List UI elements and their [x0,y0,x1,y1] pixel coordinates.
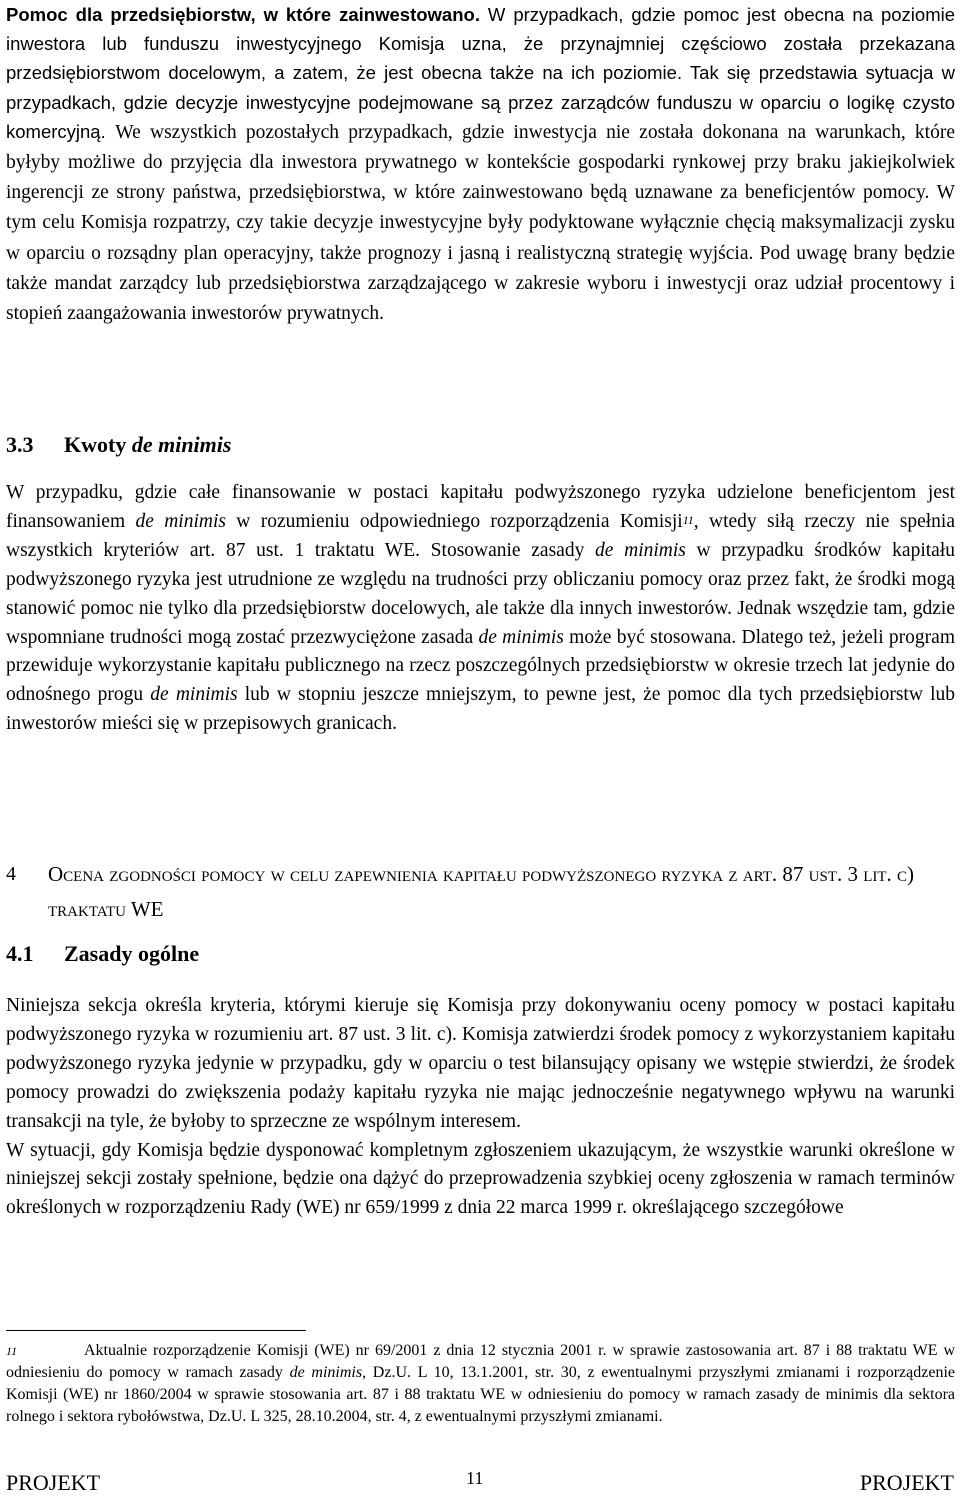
section-title: Ocena zgodności pomocy w celu zapewnienia kapitału podwyższonego ryzyka z art. 87 ust. 3 lit. c) traktatu WE [48,862,915,921]
italic-term: de minimis [150,684,238,706]
paragraph-private-investor [6,0,955,328]
paragraph-general-principles [6,992,955,1223]
text-run: może być stosowana. Dlatego też, jeżeli program przewiduje wykorzystanie kapitału publicznego na rzecz poszczególnych przedsiębiorstw w okresie trzech lat jedynie do odnośnego progu [6,626,955,706]
paragraph-text-continued: We wszystkich pozostałych przypadkach, gdzie inwestycja nie została dokonana na warunkach, które byłyby możliwe do przyjęcia dla inwestora prywatnego w kontekście gospodarki rynkowej przy braku jakiejkolwiek ingerencji ze strony państwa, przedsiębiorstwa, w które zainwestowano będą uznawane za beneficjentów pomocy. W tym celu Komisja rozpatrzy, czy takie decyzje inwestycyjne były podyktowane wyłącznie chęcią maksymalizacji zysku w oparciu o rozsądny plan operacyjny, także prognozy i jasną i realistyczną strategię wyjścia. Pod uwagę brany będzie także mandat zarządcy lub przedsiębiorstwa zarządzającego w zakresie wyboru i inwestycji oraz udział procentowy i stopień zaangażowania inwestorów prywatnych. [6,121,956,325]
text-run: Niniejsza sekcja określa kryteria, którymi kieruje się Komisja przy dokonywaniu oceny pomocy w postaci kapitału podwyższonego ryzyka w rozumieniu art. 87 ust. 3 lit. c). Komisja zatwierdzi środek pomocy z wykorzystaniem kapitału podwyższonego ryzyka jedynie w przypadku, gdy w oparciu o test bilansujący opisany we wstępie stwierdzi, że środek pomocy prowadzi do zwiększenia podaży kapitału ryzyka nie mając jednocześnie negatywnego wpływu na warunki transakcji na tyle, że byłoby to sprzeczne ze wspólnym interesem. [6,995,955,1132]
text-run: lub w stopniu jeszcze mniejszym, to pewne jest, że pomoc dla tych przedsiębiorstw lub inwestorów mieści się w przepisowych granicach. [6,684,955,735]
paragraph-text: W przypadkach, gdzie pomoc jest obecna na poziomie inwestora lub funduszu inwestycyjnego Komisja uzna, że przynajmniej częściowo została przekazana przedsiębiorstwom docelowym, a zatem, że jest obecna także na ich poziomie. Tak się przedstawia sytuacja w przypadkach, gdzie decyzje inwestycyjne podejmowane są przez zarządców funduszu w oparciu o logikę czysto komercyjną. [6,4,956,142]
section-title: Zasady ogólne [64,941,200,966]
page-number: 11 [466,1468,484,1488]
italic-term: de minimis [478,626,564,648]
footnote-reference[interactable]: 11 [682,512,694,527]
text-run: w rozumieniu odpowiedniego rozporządzenia Komisji [225,510,683,532]
page-footer [0,1468,960,1504]
footer-label-left: PROJEKT [6,1470,101,1495]
footnote-separator [6,1330,306,1331]
footnote-mark: 11 [6,1344,18,1358]
text-run: W sytuacji, gdy Komisja będzie dysponować kompletnym zgłoszeniem ukazującym, że wszystkie warunki określone w niniejszej sekcji zostały spełnione, będzie ona dążyć do przeprowadzenia szybkiej oceny zgłoszenia w ramach terminów określonych w rozporządzeniu Rady (WE) nr 659/1999 z dnia 22 marca 1999 r. określającego szczegółowe [6,1139,955,1219]
section-heading-4 [6,857,955,927]
italic-term: de minimis [135,510,226,532]
section-number: 4 [6,863,16,885]
section-number: 3.3 [6,432,34,457]
section-title-italic: de minimis [131,432,232,457]
footer-label-right: PROJEKT [859,1470,954,1495]
paragraph-lead: Pomoc dla przedsiębiorstw, w które zainwestowano. [6,4,480,25]
section-heading-4-1 [6,941,199,967]
section-number: 4.1 [6,941,34,966]
italic-term: de minimis [289,1364,363,1381]
text-run: , wtedy siłą rzeczy nie spełnia wszystkich kryteriów art. 87 ust. 1 traktatu WE. Stosowanie zasady [6,510,955,561]
footnote-11 [6,1340,955,1428]
italic-term: de minimis [595,539,686,561]
text-run: , Dz.U. L 10, 13.1.2001, str. 30, z ewentualnymi przyszłymi zmianami i rozporządzenie Komisji (WE) nr 1860/2004 w sprawie stosowania art. 87 i 88 traktatu WE w odniesieniu do pomocy w ramach zasady de minimis dla sektora rolnego i sektora rybołówstwa, Dz.U. L 325, 28.10.2004, str. 4, z ewentualnymi przyszłymi zmianami. [6,1364,955,1425]
text-run: Aktualnie rozporządzenie Komisji (WE) nr 69/2001 z dnia 12 stycznia 2001 r. w sprawie zastosowania art. 87 i 88 traktatu WE w odniesieniu do pomocy w ramach zasady [6,1342,955,1381]
section-heading-3-3 [6,432,231,458]
paragraph-de-minimis [6,479,955,739]
text-run: W przypadku, gdzie całe finansowanie w postaci kapitału podwyższonego ryzyka udzielone beneficjentom jest finansowaniem [6,482,955,532]
text-run: w przypadku środków kapitału podwyższonego ryzyka jest utrudnione ze względu na trudności przy obliczaniu pomocy oraz przez fakt, że środki mogą stanowić pomoc nie tylko dla przedsiębiorstw docelowych, ale także dla innych inwestorów. Jednak wszędzie tam, gdzie wspomniane trudności mogą zostać przezwyciężone zasada [6,539,955,648]
section-title: Kwoty [64,432,132,457]
